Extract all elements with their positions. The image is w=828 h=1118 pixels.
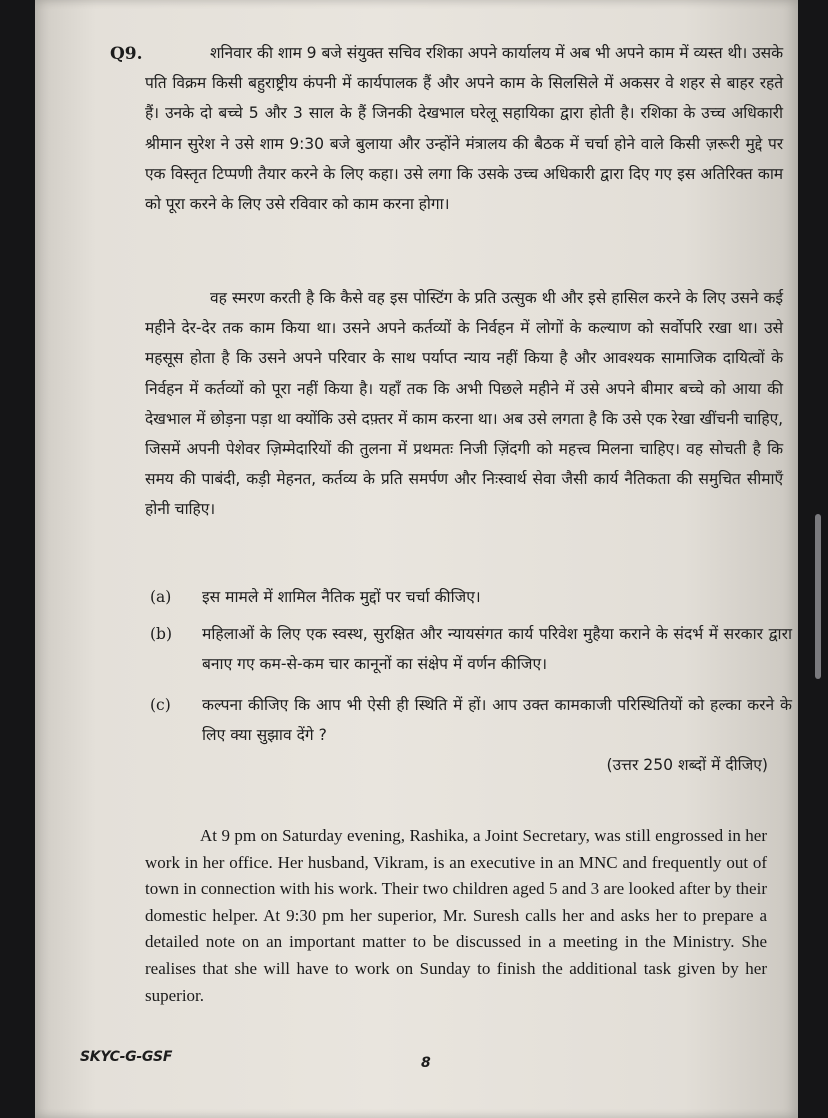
sub-question-text: कल्पना कीजिए कि आप भी ऐसी ही स्थिति में हों। आप उक्त कामकाजी परिस्थितियों को हल्का करने के लिए क्या सुझाव देंगे ?: [202, 696, 792, 744]
sub-question-label: (a): [150, 588, 172, 606]
sub-question-text: इस मामले में शामिल नैतिक मुद्दों पर चर्चा कीजिए।: [202, 588, 481, 606]
question-number: Q9.: [110, 44, 143, 64]
vertical-scrollbar[interactable]: [815, 514, 821, 679]
hindi-paragraph-2: वह स्मरण करती है कि कैसे वह इस पोस्टिंग के प्रति उत्सुक थी और इसे हासिल करने के लिए उसने कई महीने देर-देर तक काम किया था। उसने अपने कर्तव्यों के निर्वहन में लोगों के कल्याण को सर्वोपरि रखा था। उसे महसूस होता है कि उसने अपने परिवार के साथ पर्याप्त न्याय नहीं किया है और आवश्यक सामाजिक दायित्वों के निर्वहन में कर्तव्यों को पूरा नहीं किया है। यहाँ तक कि अभी पिछले महीने में उसे अपने बीमार बच्चे को आया की देखभाल में छोड़ना पड़ा था क्योंकि उसे दफ़्तर में काम करना था। अब उसे लगता है कि उसे एक रेखा खींचनी चाहिए, जिसमें अपनी पेशेवर ज़िम्मेदारियों की तुलना में प्रथमतः निजी ज़िंदगी को महत्त्व मिलना चाहिए। वह सोचती है कि समय की पाबंदी, कड़ी मेहनत, कर्तव्य के प्रति समर्पण और निःस्वार्थ सेवा जैसी कार्य नैतिकता की समुचित सीमाएँ होनी चाहिए।: [145, 289, 783, 519]
page-number: 8: [421, 1055, 431, 1071]
english-paragraph: At 9 pm on Saturday evening, Rashika, a Joint Secretary, was still engrossed in her work in her office. Her husband, Vikram, is an executive in an MNC and frequently out of town in connection with his work. Their two children aged 5 and 3 are looked after by their domestic helper. At 9:30 pm her superior, Mr. Suresh calls her and asks her to prepare a detailed note on an important matter to be discussed in a meeting in the Ministry. She realises that she will have to work on Sunday to finish the additional task given by her superior.: [145, 826, 767, 1005]
paper-code: SKYC-G-GSF: [80, 1049, 173, 1065]
sub-question-text: महिलाओं के लिए एक स्वस्थ, सुरक्षित और न्यायसंगत कार्य परिवेश मुहैया कराने के संदर्भ में सरकार द्वारा बनाए गए कम-से-कम चार कानूनों का संक्षेप में वर्णन कीजिए।: [202, 625, 792, 673]
word-limit-note: (उत्तर 250 शब्दों में दीजिए): [606, 756, 768, 774]
sub-question-label: (b): [150, 625, 173, 643]
sub-question-label: (c): [150, 696, 171, 714]
hindi-paragraph-1: शनिवार की शाम 9 बजे संयुक्त सचिव रशिका अपने कार्यालय में अब भी अपने काम में व्यस्त थी। उसके पति विक्रम किसी बहुराष्ट्रीय कंपनी में कार्यपालक हैं और अपने काम के सिलसिले में अकसर वे शहर से बाहर रहते हैं। उनके दो बच्चे 5 और 3 साल के हैं जिनकी देखभाल घरेलू सहायिका द्वारा होती है। रशिका के उच्च अधिकारी श्रीमान सुरेश ने उसे शाम 9:30 बजे बुलाया और उन्होंने मंत्रालय की बैठक में चर्चा होने वाले किसी ज़रूरी मुद्दे पर एक विस्तृत टिप्पणी तैयार करने के लिए कहा। उसे लगा कि उसके उच्च अधिकारी द्वारा दिए गए इस अतिरिक्त काम को पूरा करने के लिए उसे रविवार को काम करना होगा।: [145, 44, 783, 214]
